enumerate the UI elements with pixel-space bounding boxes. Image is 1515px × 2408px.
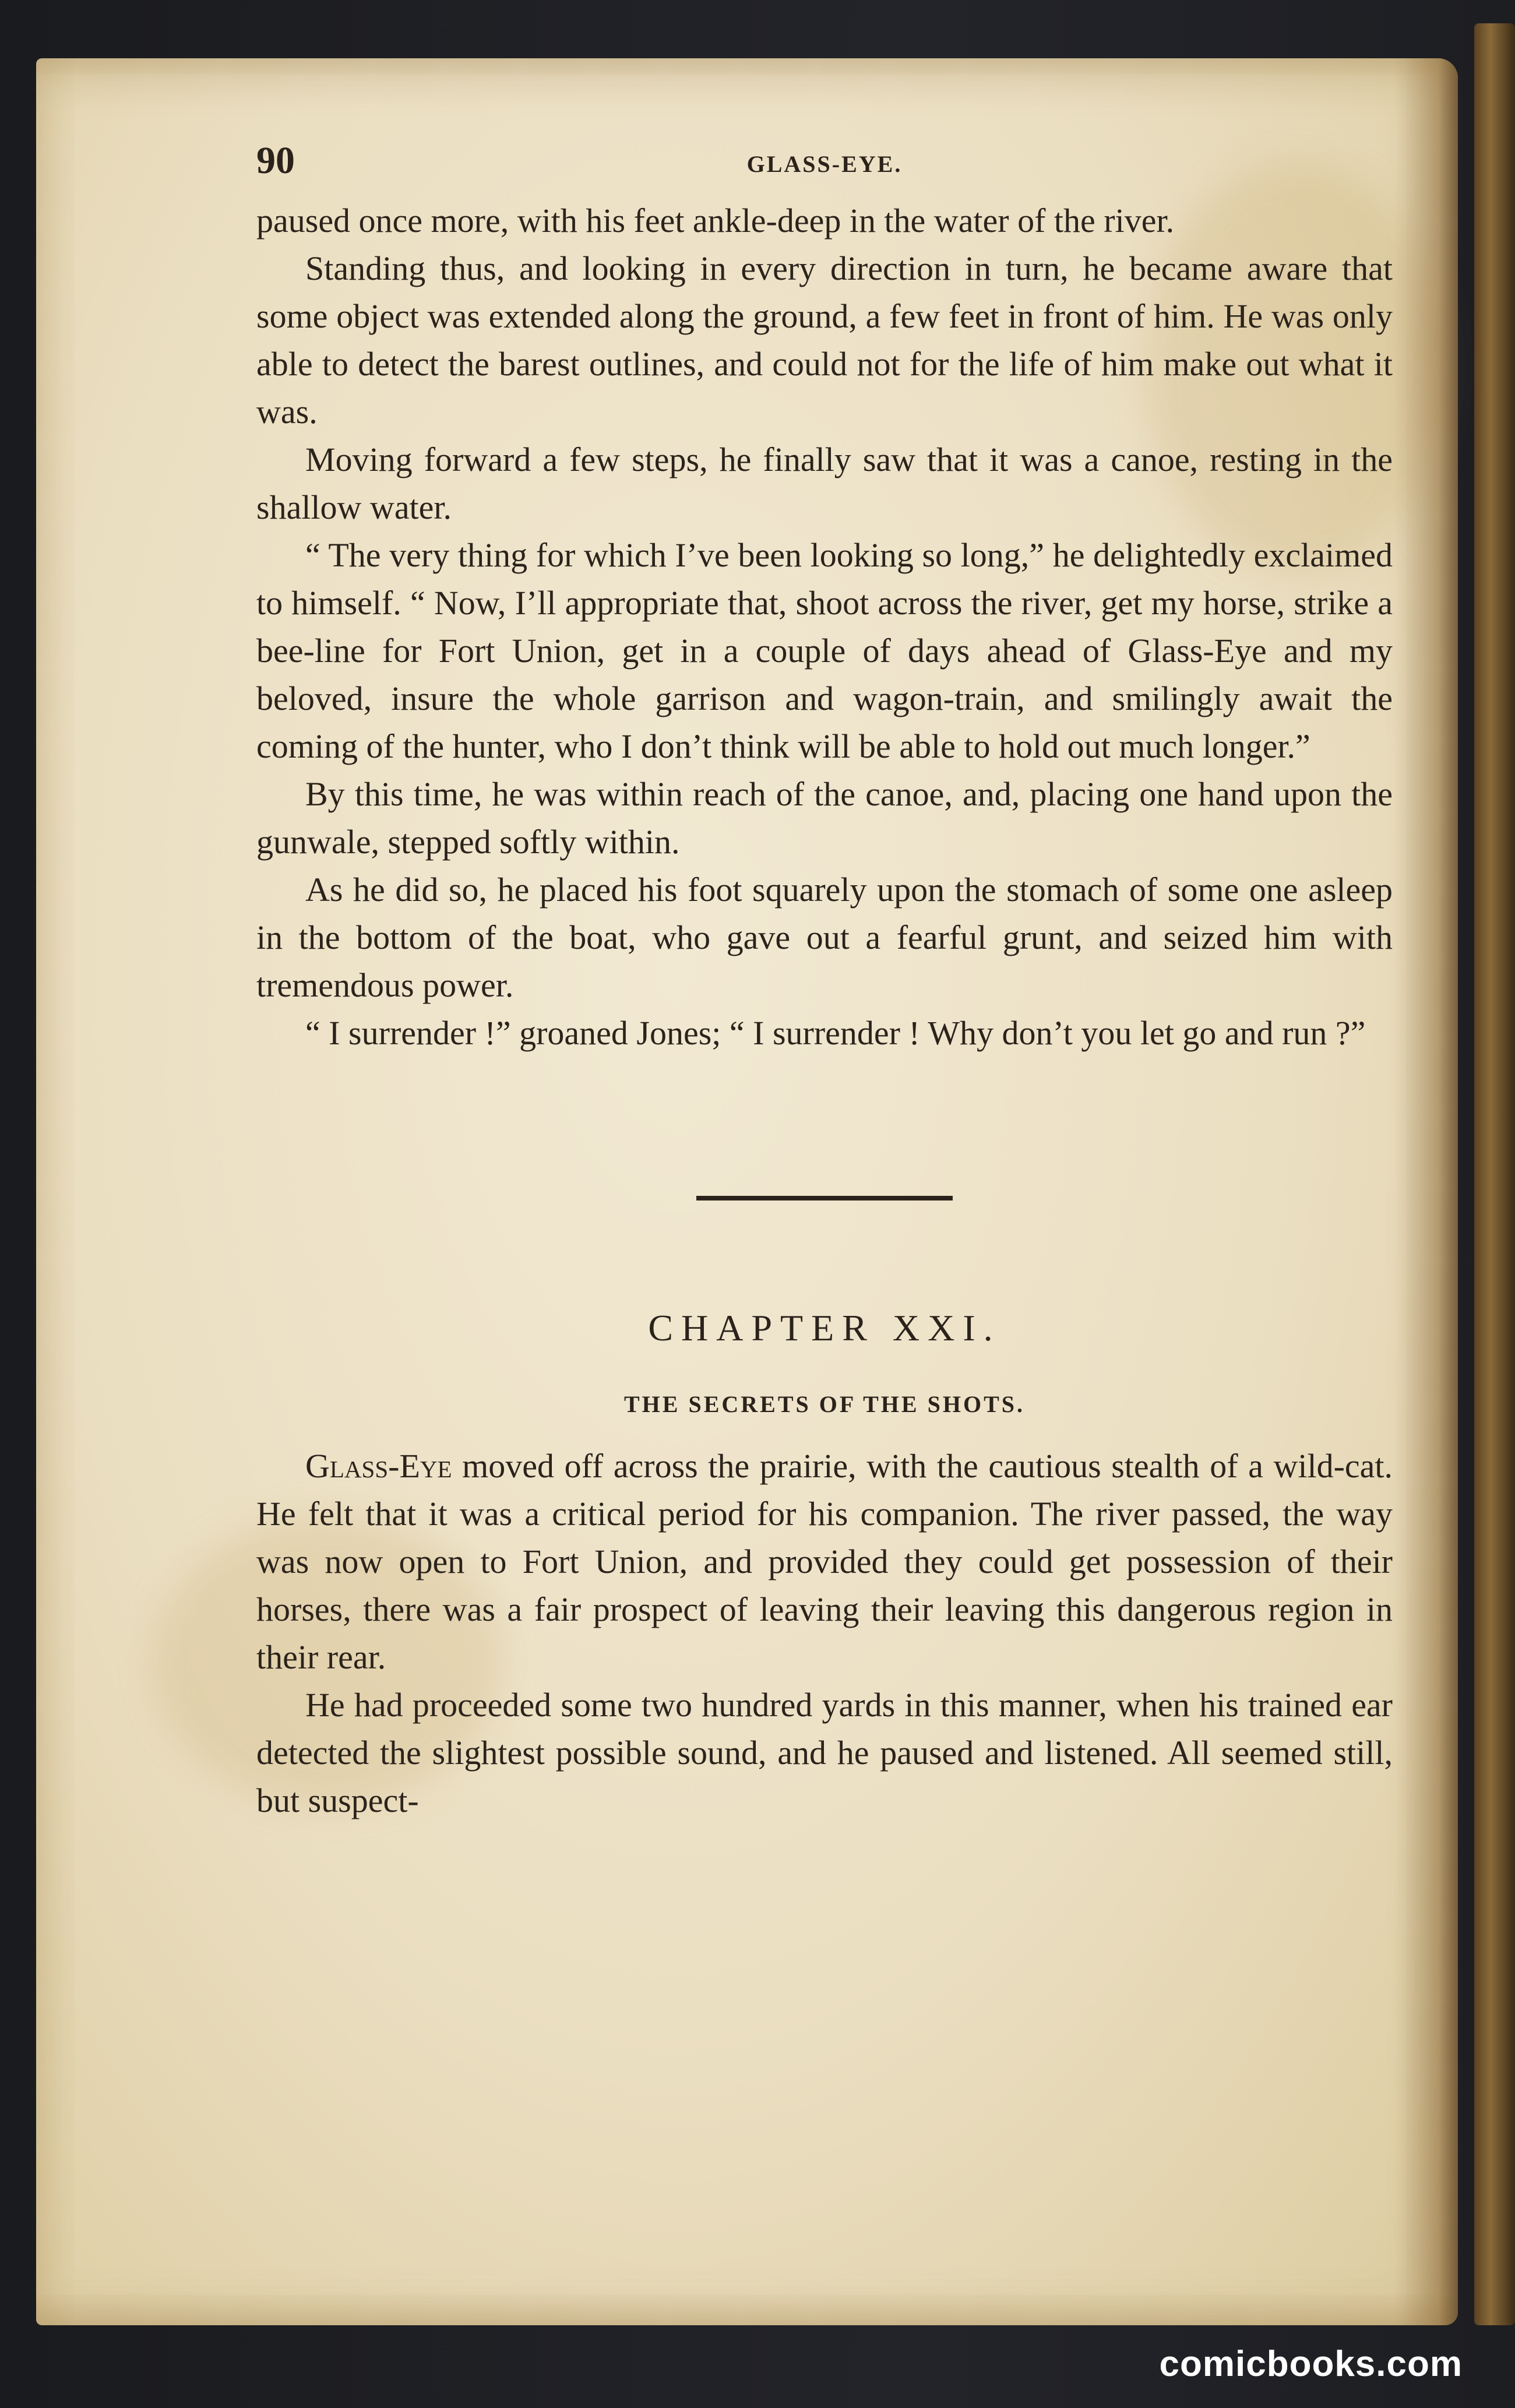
chapter-paragraph: He had proceeded some two hundred yards in this manner, when his trained ear detected the slightest possible sound, and he paused and listened. All seemed still, but suspect- [256,1686,1393,1819]
paragraph: Standing thus, and looking in every direction in turn, he became aware that some object was extended along the ground, a few feet in front of him. He was only able to detect the barest outlines, and could not for the life of him make out what it was. [256,249,1393,431]
page-curl-shadow [1394,58,1458,2325]
paragraph: “ The very thing for which I’ve been looking so long,” he delightedly exclaimed to himself. “ Now, I’ll appropriate that, shoot across the river, get my horse, strike a bee-line for Fort Union, get in a couple of days ahead of Glass-Eye and my beloved, insure the whole garrison and wagon-train, and smilingly await the coming of the hunter, who I don’t think will be able to hold out much longer.” [256,536,1393,765]
paragraph: “ I surrender !” groaned Jones; “ I surrender ! Why don’t you let go and run ?” [305,1014,1366,1052]
watermark: comicbooks.com [1159,2344,1463,2384]
chapter-paragraph-text: moved off across the prairie, with the cautious stealth of a wild-cat. He felt that it was a critical period for his companion. The river passed, the way was now open to Fort Union, and provided they could get possession of their horses, there was a fair prospect of leaving their leaving this dangerous region in their rear. [256,1447,1393,1676]
page-header [256,133,1393,197]
paragraph: As he did so, he placed his foot squarely upon the stomach of some one asleep in the bottom of the boat, who gave out a fearful grunt, and seized him with tremendous power. [256,871,1393,1004]
paragraph: paused once more, with his feet ankle-deep in the water of the river. [256,202,1175,240]
chapter-subtitle: THE SECRETS OF THE SHOTS. [624,1391,1025,1417]
running-head: GLASS-EYE. [746,151,903,177]
chapter-lead-words: Glass-Eye [305,1447,452,1485]
section-divider [696,1196,953,1201]
adjacent-page-edge [1474,23,1515,2325]
paragraph: By this time, he was within reach of the canoe, and, placing one hand upon the gunwale, stepped softly within. [256,775,1393,861]
page-number: 90 [256,139,295,182]
chapter-title: CHAPTER XXI. [648,1307,1001,1349]
paragraph: Moving forward a few steps, he finally saw that it was a canoe, resting in the shallow water. [256,441,1393,526]
chapter-paragraph [256,1442,1393,1681]
page-text [256,133,1393,1825]
